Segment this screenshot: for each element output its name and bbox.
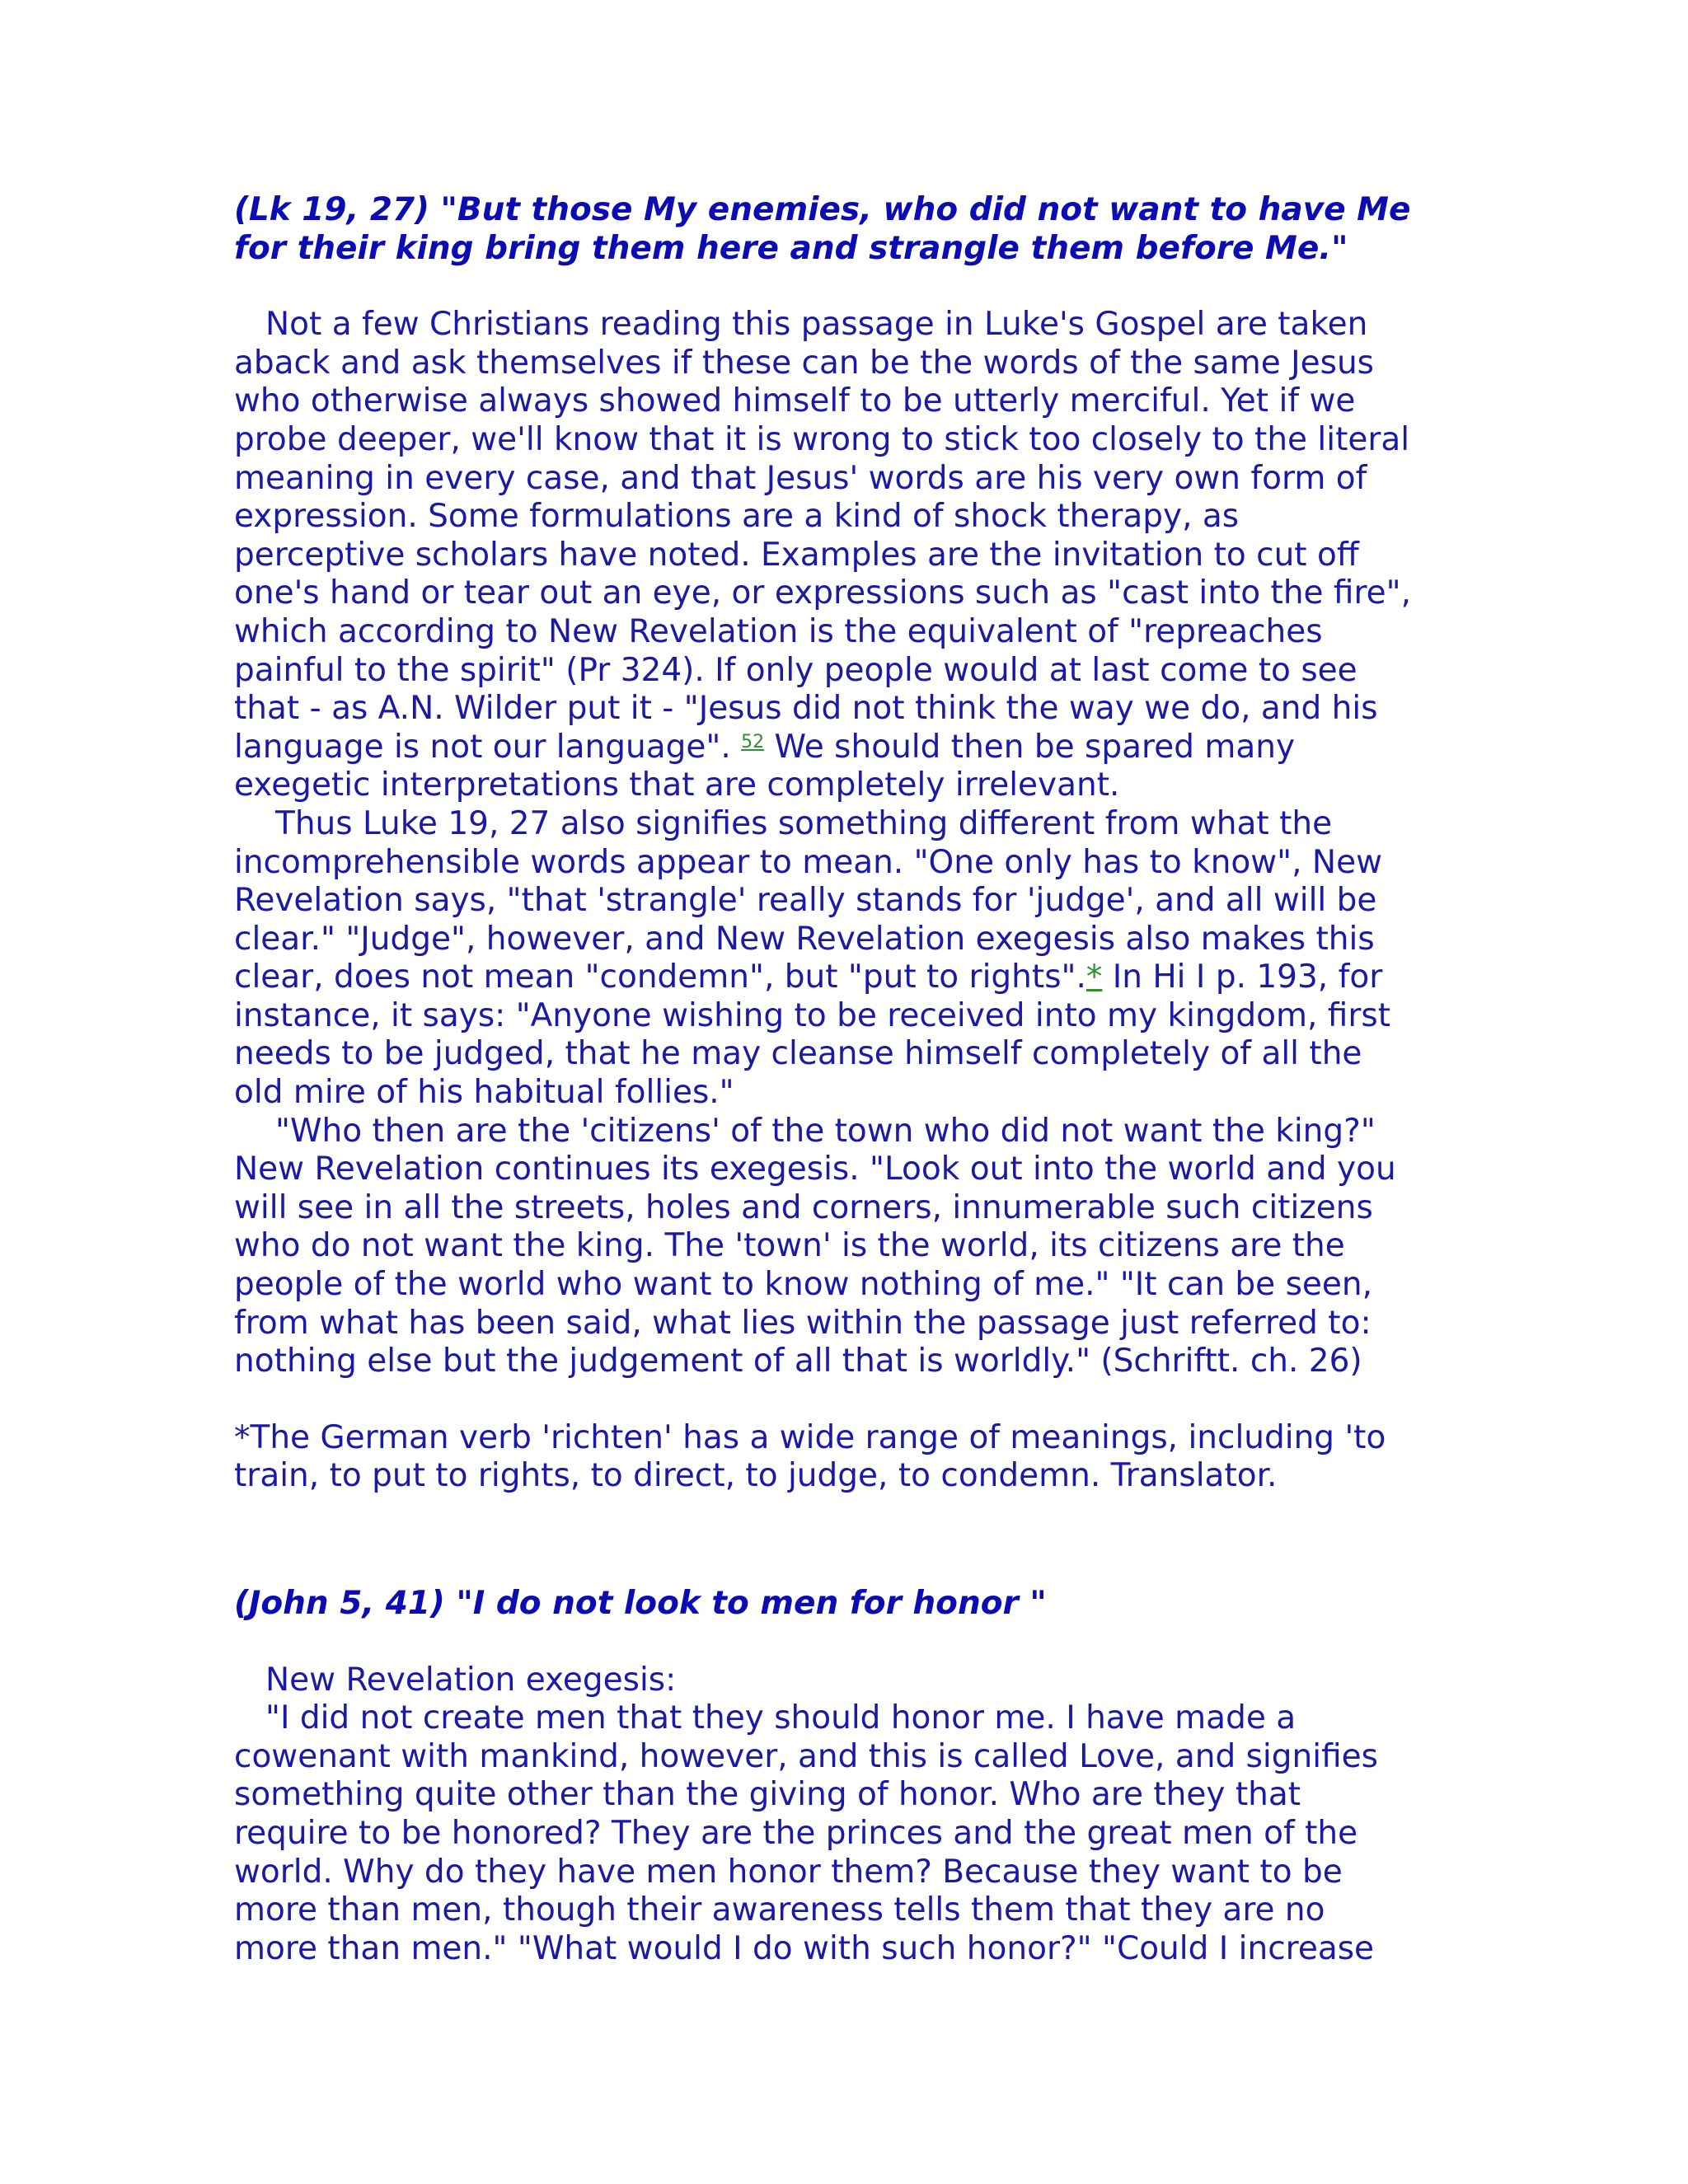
text-line: "Who then are the 'citizens' of the town who did not want the king?" [275,1112,1376,1150]
text-line: Not a few Christians reading this passage in Luke's Gospel are taken [265,306,1368,344]
section-heading-john [234,1585,1470,1624]
text-line: more than men, though their awareness tells them that they are no [234,1891,1325,1929]
text-line: from what has been said, what lies within the passage just referred to: [234,1304,1372,1342]
document-page [234,191,1470,1968]
text-line: nothing else but the judgement of all that is worldly." (Schriftt. ch. 26) [234,1343,1362,1380]
asterisk-note-link[interactable]: * [1085,958,1103,996]
text-line: expression. Some formulations are a kind of shock therapy, as [234,498,1240,536]
text-line: something quite other than the giving of honor. Who are they that [234,1776,1301,1814]
text-line: exegetic interpretations that are completely irrelevant. [234,766,1120,804]
text-line: cowenant with mankind, however, and this is called Love, and signifies [234,1737,1378,1775]
text-line: "I did not create men that they should honor me. I have made a [265,1699,1296,1737]
paragraph-exegesis-label [234,1661,1470,1700]
text-line: require to be honored? They are the princes and the great men of the [234,1814,1358,1852]
text-line: old mire of his habitual follies." [234,1074,734,1112]
text-line: aback and ask themselves if these can be the words of the same Jesus [234,344,1374,382]
text-line: *The German verb 'richten' has a wide range of meanings, including 'to [234,1418,1386,1456]
text-line: world. Why do they have men honor them? Because they want to be [234,1853,1343,1891]
paragraph-judge [234,805,1470,1113]
text-line: Revelation says, "that 'strangle' really stands for 'judge', and all will be [234,882,1377,920]
text-line: meaning in every case, and that Jesus' words are his very own form of [234,459,1367,497]
text-line: needs to be judged, that he may cleanse himself completely of all the [234,1035,1362,1073]
text-line: train, to put to rights, to direct, to judge, to condemn. Translator. [234,1457,1278,1495]
section-heading-luke [234,191,1470,268]
footnote-link[interactable]: 52 [741,731,765,752]
text-line: which according to New Revelation is the equivalent of "repreaches [234,612,1323,650]
text-line: probe deeper, we'll know that it is wrong to stick too closely to the literal [234,420,1410,458]
text-line: more than men." "What would I do with such honor?" "Could I increase [234,1929,1375,1967]
text-line: New Revelation exegesis: [265,1661,677,1699]
text-line: New Revelation continues its exegesis. "Look out into the world and you [234,1151,1396,1188]
text-line: perceptive scholars have noted. Examples are the invitation to cut off [234,536,1359,574]
heading-line: (John 5, 41) "I do not look to men for honor " [234,1585,1047,1622]
text-line: one's hand or tear out an eye, or expressions such as "cast into the fire", [234,574,1411,612]
text-line: people of the world who want to know nothing of me." "It can be seen, [234,1266,1372,1304]
text-line: clear, does not mean "condemn", but "put to rights".* In Hi I p. 193, for [234,958,1383,996]
text-line: painful to the spirit" (Pr 324). If only people would at last come to see [234,651,1357,689]
text-line: incomprehensible words appear to mean. "One only has to know", New [234,843,1382,881]
text-line: will see in all the streets, holes and corners, innumerable such citizens [234,1188,1373,1226]
text-line: clear." "Judge", however, and New Revelation exegesis also makes this [234,920,1375,958]
heading-line: (Lk 19, 27) "But those My enemies, who did not want to have Me [234,191,1411,228]
paragraph-intro [234,306,1470,805]
translator-note [234,1419,1470,1496]
text-line: who do not want the king. The 'town' is the world, its citizens are the [234,1227,1345,1265]
text-line: that - as A.N. Wilder put it - "Jesus did not think the way we do, and his [234,690,1378,728]
text-line: language is not our language". $^{52}$ We should then be spared many [234,728,1296,766]
paragraph-citizens [234,1113,1470,1381]
text-line: Thus Luke 19, 27 also signifies something different from what the [275,804,1333,842]
heading-line: for their king bring them here and strangle them before Me." [234,229,1348,267]
text-line: who otherwise always showed himself to be utterly merciful. Yet if we [234,382,1356,420]
text-line: instance, it says: "Anyone wishing to be received into my kingdom, first [234,996,1390,1034]
paragraph-honor [234,1699,1470,1968]
